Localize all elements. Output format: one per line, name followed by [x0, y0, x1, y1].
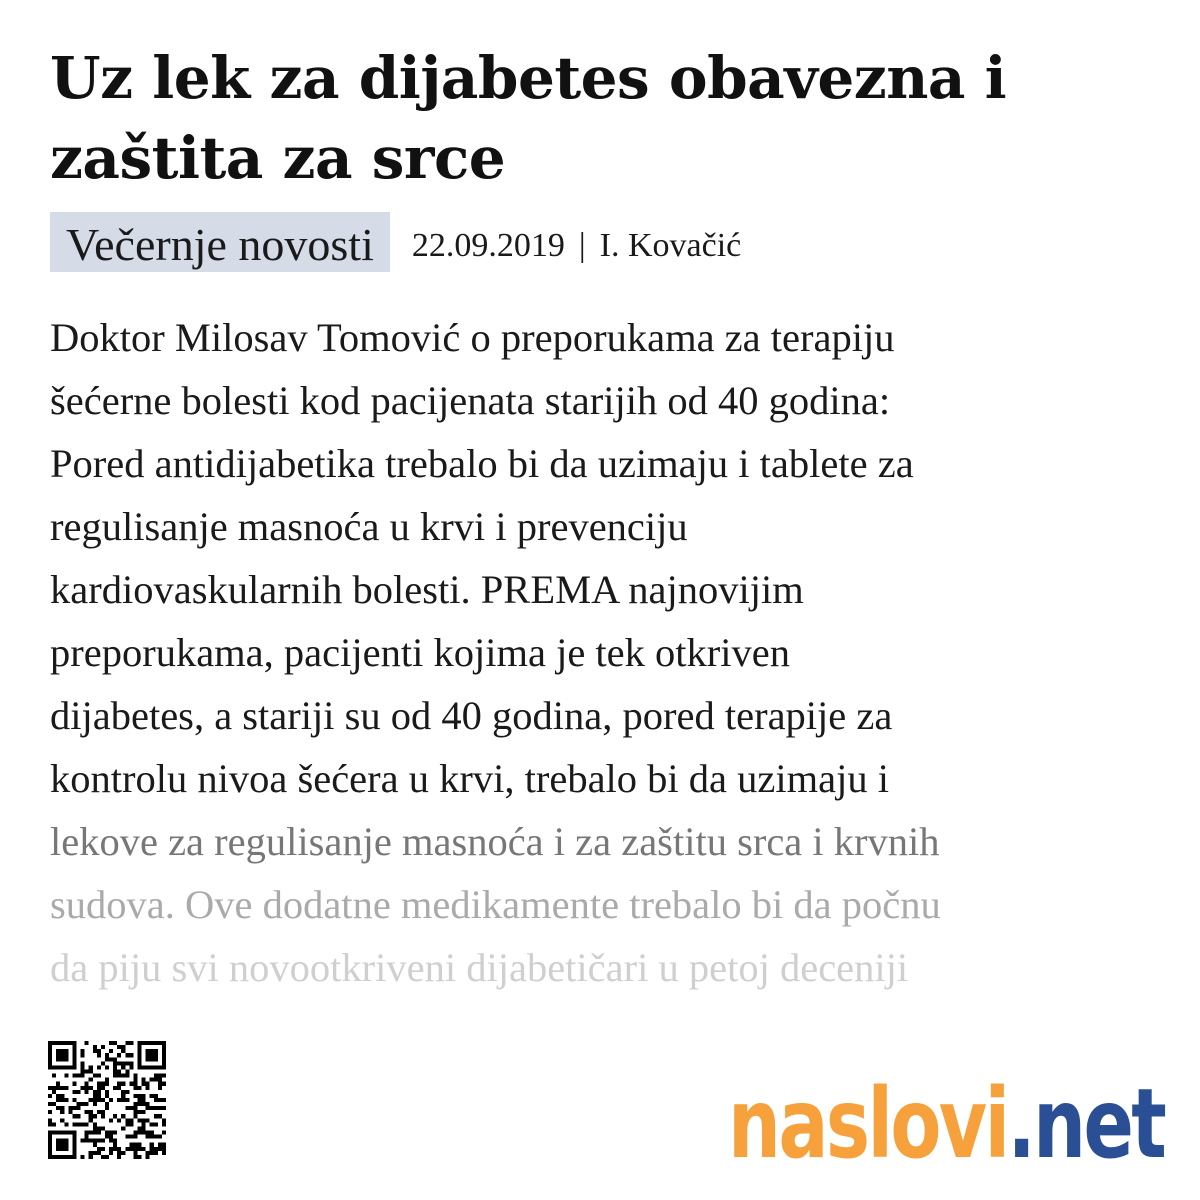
article-date: 22.09.2019: [411, 227, 565, 264]
body-line: šećerne bolesti kod pacijenata starijih od 40 godina:: [50, 378, 891, 423]
logo-text-primary: naslovi: [727, 1068, 1008, 1180]
article-author: I. Kovačić: [599, 227, 742, 264]
article-body: [50, 306, 1160, 999]
source-badge[interactable]: Večernje novosti: [50, 212, 390, 272]
body-line: kardiovaskularnih bolesti. PREMA najnovijim: [50, 567, 804, 612]
body-line: regulisanje masnoća u krvi i prevenciju: [50, 504, 688, 549]
article-title: Uz lek za dijabetes obavezna i zaštita za srce: [50, 44, 1007, 192]
body-line: dijabetes, a stariji su od 40 godina, pored terapije za: [50, 693, 893, 738]
body-line: Pored antidijabetika trebalo bi da uzimaju i tablete za: [50, 441, 914, 486]
body-line-faded: da piju svi novootkriveni dijabetičari u petoj deceniji: [50, 945, 909, 990]
body-line-faded: lekove za regulisanje masnoća i za zaštitu srca i krvnih: [50, 819, 940, 864]
naslovi-logo[interactable]: [727, 1062, 1164, 1180]
dateline: [412, 212, 741, 264]
body-line: Doktor Milosav Tomović o preporukama za terapiju: [50, 315, 895, 360]
logo-text-secondary: .net: [1007, 1068, 1164, 1180]
article-meta: [50, 212, 741, 282]
qr-code-icon[interactable]: [48, 1038, 166, 1162]
body-line: preporukama, pacijenti kojima je tek otkriven: [50, 630, 790, 675]
body-line: kontrolu nivoa šećera u krvi, trebalo bi da uzimaju i: [50, 756, 889, 801]
meta-separator: |: [578, 227, 586, 264]
body-line-faded: sudova. Ove dodatne medikamente trebalo bi da počnu: [50, 882, 941, 927]
